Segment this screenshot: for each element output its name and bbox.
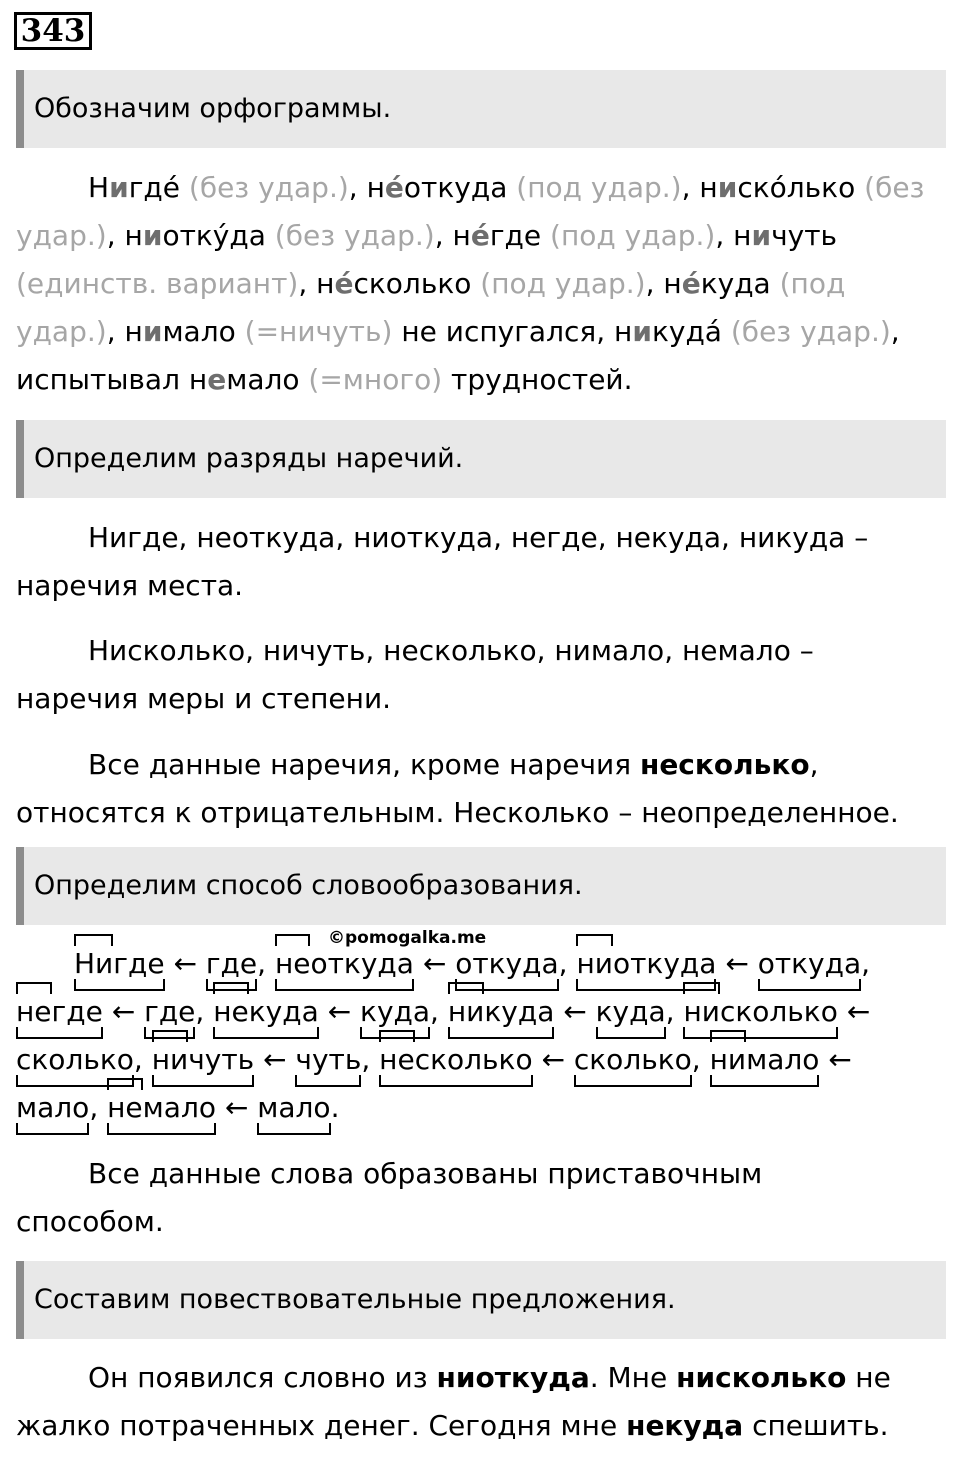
comma: ,	[430, 995, 448, 1028]
base-mark: сколько	[16, 1036, 134, 1084]
derivation-word	[16, 1091, 89, 1124]
sentences-paragraph: Он появился словно из ниоткуда. Мне нисколько не жалко потраченных денег. Сегодня мне некуда спешить.	[16, 1361, 891, 1442]
prefix-mark: не	[107, 1084, 143, 1132]
prefix-mark: не	[379, 1036, 415, 1084]
base-mark: где	[51, 995, 103, 1028]
arrow-icon: ←	[102, 995, 145, 1028]
base-mark: откуда	[455, 940, 558, 988]
base-mark: мало	[142, 1091, 216, 1124]
prefix-mark: ни	[576, 940, 613, 988]
base-mark: чуть	[188, 1043, 255, 1076]
categories-note: Все данные наречия, кроме наречия несколько, относятся к отрицательным. Несколько – неопределенное.	[16, 748, 899, 829]
derivation-word	[213, 988, 319, 1036]
arrow-icon: ←	[554, 995, 596, 1028]
prefix-mark: ни	[448, 988, 485, 1036]
derivation-word	[74, 940, 165, 988]
base-mark: сколько	[574, 1036, 692, 1084]
section-header-derivation: Определим способ словообразования.	[16, 847, 946, 925]
comma: ,	[257, 947, 275, 980]
comma: ,	[558, 947, 577, 980]
comma: ,	[665, 995, 684, 1028]
derivation-word	[16, 1043, 134, 1076]
base-mark: где	[144, 988, 195, 1036]
base-mark: куда	[360, 988, 430, 1036]
base-mark: чуть	[295, 1036, 361, 1084]
derivation-word	[295, 1043, 361, 1076]
comma: ,	[861, 947, 871, 980]
section-header-sentences: Составим повествовательные предложения.	[16, 1261, 946, 1339]
prefix-mark: не	[16, 988, 52, 1036]
base-mark: где	[206, 940, 257, 988]
base-mark: сколько	[414, 1043, 533, 1076]
section-header-orthograms: Обозначим орфограммы.	[16, 70, 946, 148]
derivation-word	[574, 1043, 692, 1076]
base-mark: откуда	[758, 940, 861, 988]
derivation-word	[448, 988, 555, 1036]
derivation-word	[596, 995, 666, 1028]
derivation-word	[206, 947, 257, 980]
derivation-word	[758, 947, 861, 980]
categories-place: Нигде, неоткуда, ниоткуда, негде, некуда, никуда – наречия места.	[16, 521, 869, 602]
comma: ,	[691, 1043, 710, 1076]
arrow-icon: ←	[318, 995, 361, 1028]
arrow-icon: ←	[532, 1043, 574, 1076]
derivation-word	[257, 1091, 330, 1124]
period: .	[330, 1091, 340, 1124]
arrow-icon: ←	[164, 947, 206, 980]
categories-measure: Нисколько, ничуть, несколько, нималo, немало – наречия меры и степени.	[16, 634, 814, 715]
base-mark: мало	[746, 1043, 820, 1076]
comma: ,	[195, 995, 214, 1028]
derivation-word	[360, 995, 430, 1028]
prefix-mark: ни	[710, 1036, 747, 1084]
base-mark: сколько	[719, 995, 838, 1028]
derivation-word	[379, 1036, 532, 1084]
comma: ,	[361, 1043, 380, 1076]
base-mark: куда	[596, 988, 666, 1036]
orthograms-paragraph: Нигде́ (без удар.), не́откуда (под удар.), ниско́лько (без удар.), ниотку́да (без удар.), не́где (под удар.), ничуть (единств. вариант), не́сколько (под удар.), не́куда (под удар.), нимало (=ничуть) не испугался, никуда́ (без удар.), испытывал немало (=много) трудностей.	[16, 171, 925, 396]
base-mark: куда	[484, 995, 555, 1028]
prefix-mark: не	[275, 940, 311, 988]
task-number: 343	[14, 12, 92, 50]
derivation-word	[683, 988, 837, 1036]
derivation-word	[144, 995, 195, 1028]
base-mark: куда	[248, 995, 319, 1028]
prefix-mark: ни	[683, 988, 720, 1036]
section-header-categories: Определим разряды наречий.	[16, 420, 946, 498]
prefix-mark: Ни	[74, 940, 113, 988]
base-mark: где	[113, 947, 165, 980]
derivation-word	[576, 940, 716, 988]
derivation-word	[710, 1036, 820, 1084]
derivation-paragraph	[16, 940, 946, 1132]
arrow-icon: ←	[837, 995, 871, 1028]
base-mark: мало	[257, 1084, 330, 1132]
base-mark: мало	[16, 1084, 89, 1132]
prefix-mark: не	[213, 988, 249, 1036]
comma: ,	[89, 1091, 108, 1124]
derivation-word	[455, 947, 558, 980]
derivation-summary: Все данные слова образованы приставочным способом.	[16, 1157, 763, 1238]
watermark: ©pomogalka.me	[328, 928, 487, 948]
derivation-word	[275, 940, 414, 988]
comma: ,	[133, 1043, 152, 1076]
prefix-mark: ни	[152, 1036, 189, 1084]
arrow-icon: ←	[413, 947, 456, 980]
derivation-word	[107, 1084, 216, 1132]
arrow-icon: ←	[215, 1091, 258, 1124]
base-mark: откуда	[310, 947, 414, 980]
arrow-icon: ←	[716, 947, 758, 980]
derivation-word	[152, 1036, 254, 1084]
base-mark: откуда	[612, 947, 717, 980]
arrow-icon: ←	[254, 1043, 296, 1076]
derivation-word	[16, 988, 103, 1036]
arrow-icon: ←	[819, 1043, 852, 1076]
